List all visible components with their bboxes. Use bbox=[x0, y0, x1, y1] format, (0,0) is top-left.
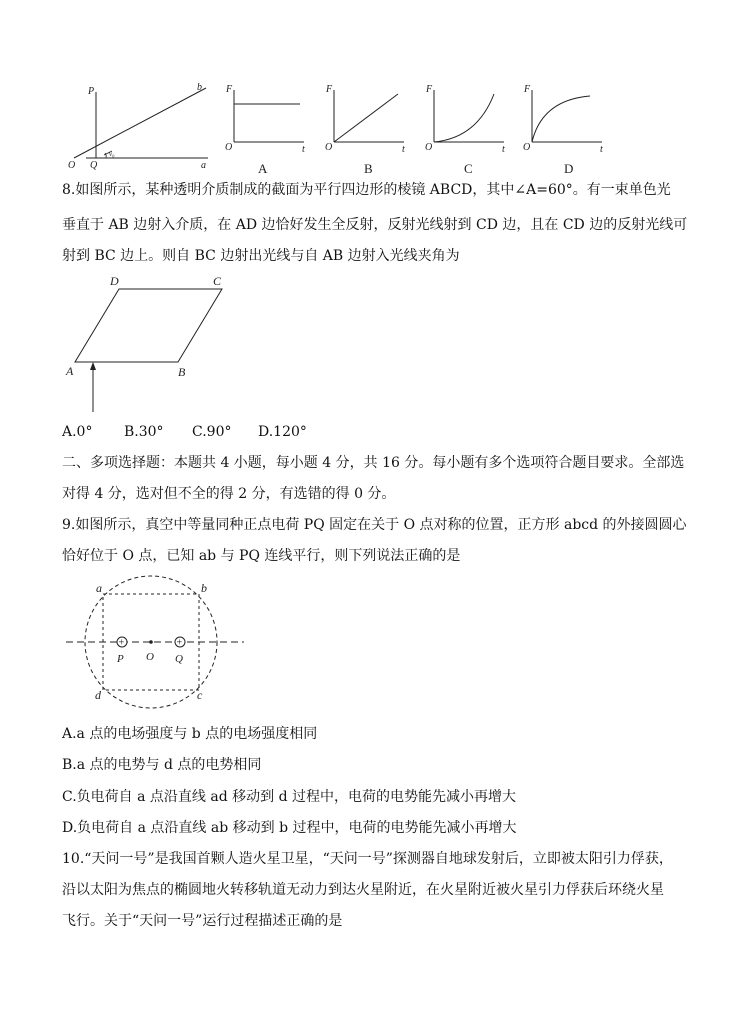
prism-label-B: B bbox=[178, 365, 186, 379]
svg-text:F: F bbox=[226, 84, 233, 95]
svg-text:C: C bbox=[464, 161, 473, 176]
label-Q: Q bbox=[90, 160, 98, 171]
section2-line-2: 对得 4 分，选对但不全的得 2 分，有选错的得 0 分。 bbox=[62, 486, 396, 502]
q9-option-A: A.a 点的电场强度与 b 点的电场强度相同 bbox=[62, 726, 318, 742]
label-v0: v₀ bbox=[109, 150, 115, 158]
q9-option-B: B.a 点的电势与 d 点的电势相同 bbox=[62, 757, 262, 773]
q8-line-3: 射到 BC 边上。则自 BC 边射出光线与自 AB 边射入光线夹角为 bbox=[62, 248, 460, 264]
svg-text:O: O bbox=[523, 142, 531, 153]
label-b: b bbox=[197, 82, 202, 93]
sq-label-d: d bbox=[95, 688, 101, 702]
charge-diagram bbox=[64, 580, 249, 705]
svg-text:D: D bbox=[564, 161, 574, 176]
label-P: P bbox=[88, 86, 95, 97]
graph-option-C bbox=[422, 80, 512, 175]
q9-line-2: 恰好位于 O 点，已知 ab 与 PQ 连线平行，则下列说法正确的是 bbox=[62, 548, 461, 564]
label-a: a bbox=[201, 160, 206, 171]
graph-option-A bbox=[222, 80, 312, 175]
q8-option-B: B.30° bbox=[124, 424, 164, 440]
q10-line-1: 10.“天问一号”是我国首颗人造火星卫星，“天问一号”探测器自地球发射后，立即被太阳引力俘获， bbox=[62, 851, 673, 867]
q9-option-D: D.负电荷自 a 点沿直线 ab 移动到 b 过程中，电荷的电势能先减小再增大 bbox=[62, 820, 517, 836]
sq-label-b: b bbox=[201, 581, 207, 595]
section2-line-1: 二、多项选择题：本题共 4 小题，每小题 4 分，共 16 分。每小题有多个选项符合题目要求。全部选 bbox=[62, 455, 685, 471]
svg-text:+: + bbox=[176, 637, 183, 649]
q8-option-C: C.90° bbox=[192, 424, 232, 440]
q8-line-2: 垂直于 AB 边射入介质，在 AD 边恰好发生全反射，反射光线射到 CD 边，且在 CD 边的反射光线可 bbox=[62, 217, 688, 233]
graph-option-D bbox=[520, 80, 610, 175]
label-O: O bbox=[68, 160, 76, 171]
q8-option-D: D.120° bbox=[258, 424, 307, 440]
prism-label-A: A bbox=[66, 364, 74, 378]
svg-text:O: O bbox=[425, 142, 433, 153]
q9-line-1: 9.如图所示，真空中等量同种正点电荷 PQ 固定在关于 O 点对称的位置，正方形 abcd 的外接圆圆心 bbox=[62, 517, 687, 533]
prism-label-C: C bbox=[213, 274, 222, 288]
svg-text:t: t bbox=[502, 144, 505, 155]
q8-line-1: 8.如图所示，某种透明介质制成的截面为平行四边形的棱镜 ABCD，其中∠A=60°。有一束单色光 bbox=[62, 182, 671, 198]
q8-option-A: A.0° bbox=[62, 424, 93, 440]
svg-text:O: O bbox=[325, 142, 333, 153]
sq-label-c: c bbox=[197, 688, 203, 702]
svg-text:F: F bbox=[524, 84, 531, 95]
q10-line-3: 飞行。关于“天问一号”运行过程描述正确的是 bbox=[62, 913, 343, 929]
sq-label-a: a bbox=[96, 581, 102, 595]
q9-option-C: C.负电荷自 a 点沿直线 ad 移动到 d 过程中，电荷的电势能先减小再增大 bbox=[62, 789, 516, 805]
graph-option-B bbox=[322, 80, 412, 175]
q10-line-2: 沿以太阳为焦点的椭圆地火转移轨道无动力到达火星附近，在火星附近被火星引力俘获后环绕火星 bbox=[62, 882, 664, 898]
prism-diagram bbox=[60, 272, 240, 417]
motion-diagram bbox=[66, 80, 216, 170]
prism-label-D: D bbox=[110, 274, 119, 288]
svg-text:t: t bbox=[600, 144, 603, 155]
charge-label-P: P bbox=[117, 653, 124, 665]
svg-text:t: t bbox=[402, 144, 405, 155]
svg-text:t: t bbox=[302, 144, 305, 155]
svg-text:+: + bbox=[118, 637, 125, 649]
svg-text:F: F bbox=[326, 84, 333, 95]
svg-text:B: B bbox=[364, 161, 373, 176]
center-label-O: O bbox=[146, 651, 154, 663]
svg-text:A: A bbox=[258, 161, 268, 176]
svg-text:F: F bbox=[426, 84, 433, 95]
svg-text:O: O bbox=[225, 142, 233, 153]
charge-label-Q: Q bbox=[175, 653, 183, 665]
